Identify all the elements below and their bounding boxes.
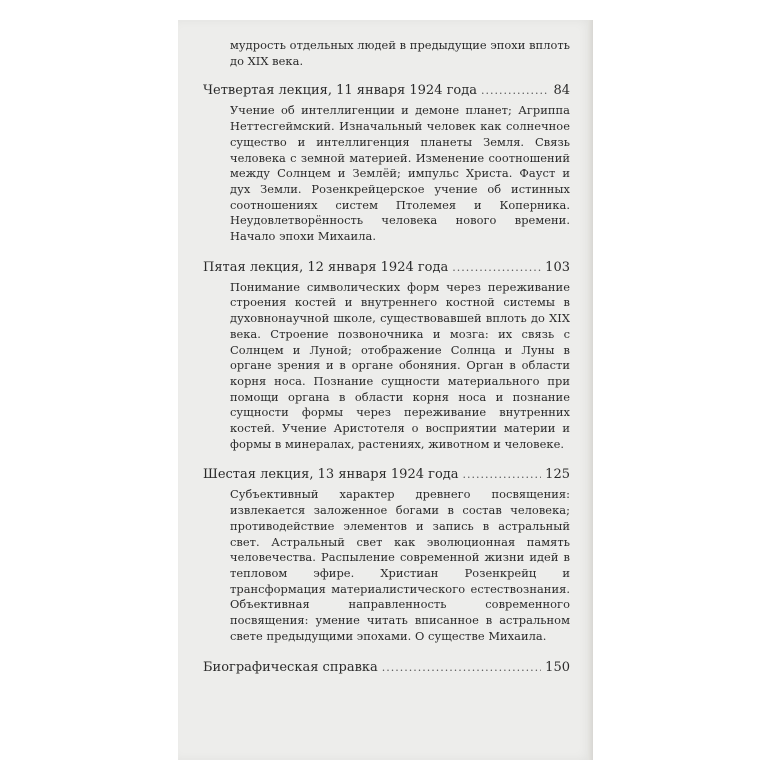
dot-leader (481, 82, 549, 100)
toc-entry-title: Биографическая справка (203, 659, 378, 675)
toc-entry-fifth-lecture (203, 259, 570, 453)
toc-page-number: 84 (553, 83, 570, 99)
toc-entry-biography (203, 659, 570, 677)
toc-entry-title-row (203, 466, 570, 484)
toc-entry-title-row (203, 659, 570, 677)
toc-entry-title: Четвертая лекция, 11 января 1924 года (203, 83, 477, 99)
table-of-contents (203, 38, 570, 691)
toc-page-number: 103 (545, 259, 570, 275)
toc-entry-description: Субъективный характер древнего посвящения: извлекается заложенное богами в состав человека; противодействие элементов и запись в астральный свет. Астральный свет как эволюционная память человечества. Распыление современной жизни идей в тепловом эфире. Христиан Розенкрейц и трансформация материалистического естествознания. Объективная направленность современного посвящения: умение читать вписанное в астральном свете предыдущими эпохами. О существе Михаила. (230, 487, 570, 643)
dot-leader (463, 466, 542, 484)
toc-entry-title: Шестая лекция, 13 января 1924 года (203, 467, 459, 483)
dot-leader (382, 659, 541, 677)
toc-entry-description: Понимание символических форм через переживание строения костей и внутреннего костной системы в духовнонаучной школе, существовавшей вплоть до XIX века. Строение позвоночника и мозга: их связь с Солнцем и Луной; отображение Солнца и Луны в органе зрения и в органе обоняния. Орган в области корня носа. Познание сущности материального при помощи органа в области корня носа и познание сущности формы через переживание внутренних костей. Учение Аристотеля о восприятии материи и формы в минералах, растениях, животном и человеке. (230, 279, 570, 451)
toc-entry-title-row (203, 82, 570, 100)
page-edge (588, 20, 593, 760)
dot-leader (452, 259, 541, 277)
toc-entry-sixth-lecture (203, 466, 570, 644)
toc-entry-title: Пятая лекция, 12 января 1924 года (203, 259, 449, 275)
toc-page-number: 125 (545, 467, 570, 483)
continued-description: мудрость отдельных людей в предыдущие эпохи вплоть до XIX века. (230, 38, 570, 68)
toc-entry-description: Учение об интеллигенции и демоне планет; Агриппа Неттесгеймский. Изначальный человек как солнечное существо и интеллигенция планеты Земля. Связь человека с земной материей. Изменение соотношений между Солнцем и Землёй; импульс Христа. Фауст и дух Земли. Розенкрейцерское учение об истинных соотношениях систем Птолемея и Коперника. Неудовлетворённость человека нового времени. Начало эпохи Михаила. (230, 103, 570, 244)
toc-page-number: 150 (545, 659, 570, 675)
toc-entry-title-row (203, 259, 570, 277)
toc-entry-fourth-lecture (203, 82, 570, 244)
